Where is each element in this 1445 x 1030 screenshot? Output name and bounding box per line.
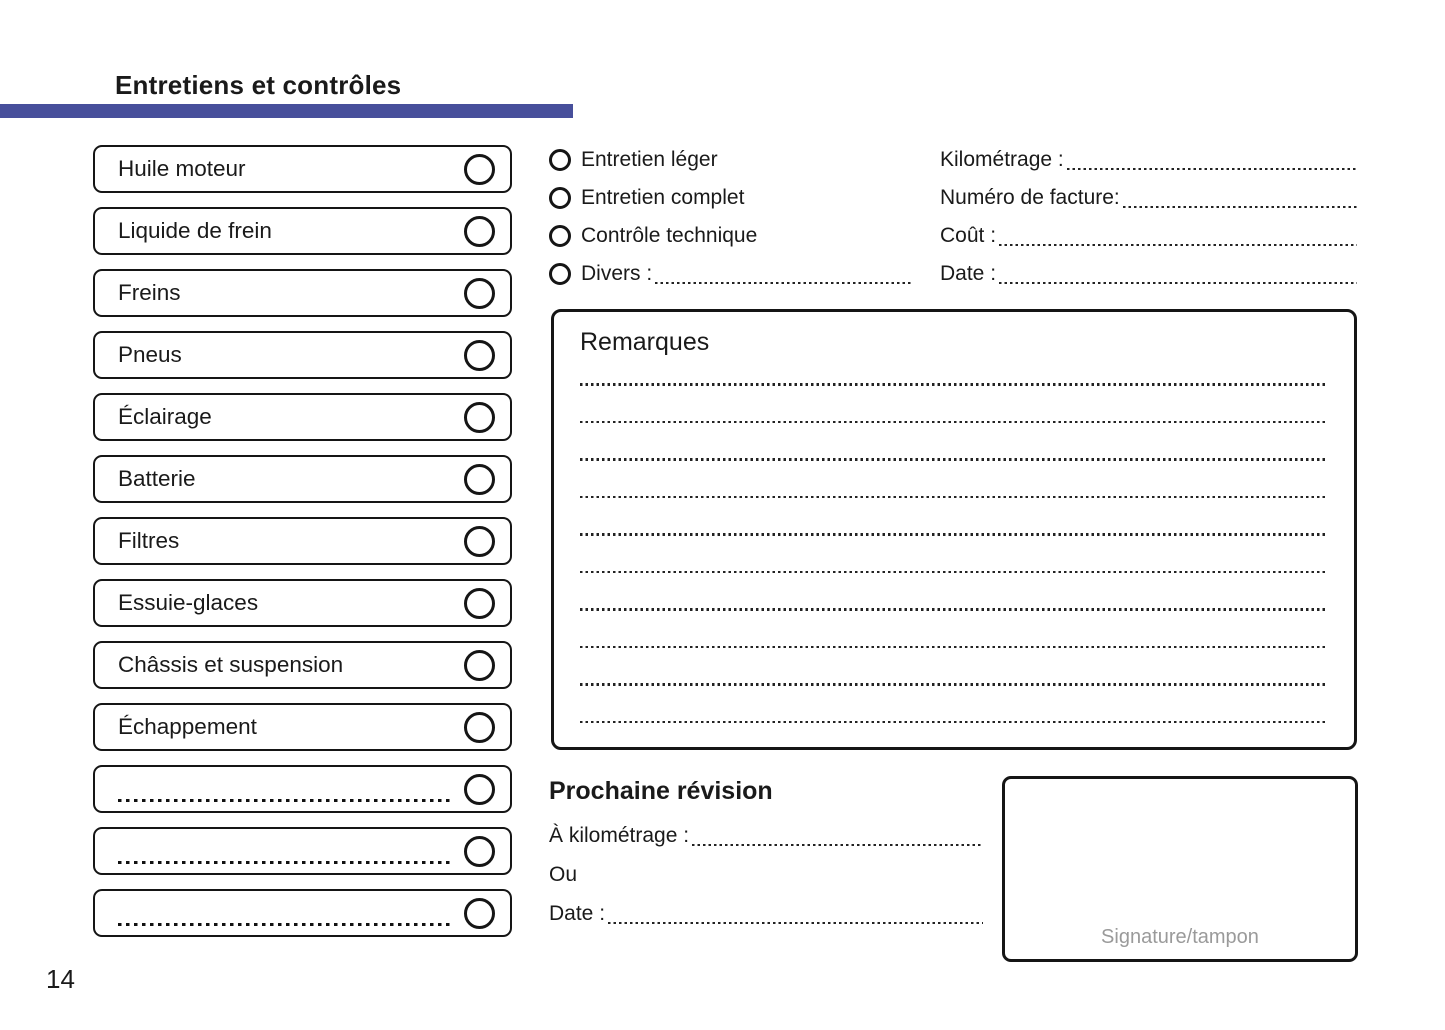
writein-line [580, 496, 1328, 499]
next-service-or [549, 855, 983, 894]
radio-circle[interactable] [549, 263, 571, 285]
service-type-label: Entretien léger [581, 148, 718, 171]
checklist-item-label: Liquide de frein [118, 218, 272, 243]
check-circle[interactable] [464, 402, 495, 433]
writein-line [692, 844, 983, 847]
checklist-item-huile-moteur [93, 145, 512, 193]
field-label: Coût : [940, 224, 997, 247]
writein-line [580, 571, 1328, 574]
checklist [93, 145, 512, 951]
check-circle[interactable] [464, 154, 495, 185]
checklist-item-label: Essuie-glaces [118, 590, 259, 615]
field-label: Kilométrage : [940, 148, 1064, 171]
writein-line [580, 683, 1328, 686]
signature-label: Signature/tampon [1101, 926, 1259, 948]
field-numero-de-facture [940, 179, 1357, 217]
accent-bar [0, 104, 573, 118]
blank-writein-line [118, 923, 450, 927]
field-label: Date : [549, 901, 606, 925]
service-type-options [549, 141, 911, 293]
radio-circle[interactable] [549, 225, 571, 247]
check-circle[interactable] [464, 774, 495, 805]
check-circle[interactable] [464, 650, 495, 681]
next-service-title: Prochaine révision [549, 777, 773, 805]
page-title: Entretiens et contrôles [115, 70, 402, 100]
check-circle[interactable] [464, 526, 495, 557]
checklist-item-label: Freins [118, 280, 181, 305]
next-service-section [549, 777, 983, 933]
checklist-item-label: Éclairage [118, 404, 212, 429]
radio-circle[interactable] [549, 187, 571, 209]
field-date [940, 255, 1357, 293]
field-label: Numéro de facture: [940, 186, 1120, 209]
service-type-entretien-leger [549, 141, 911, 179]
checklist-item-blank-3 [93, 889, 512, 937]
checklist-item-chassis-et-suspension [93, 641, 512, 689]
check-circle[interactable] [464, 216, 495, 247]
field-kilometrage [940, 141, 1357, 179]
service-type-divers [549, 255, 911, 293]
checklist-item-pneus [93, 331, 512, 379]
divers-writein-line [655, 282, 911, 285]
service-type-label: Contrôle technique [581, 224, 758, 247]
writein-line [580, 608, 1328, 611]
checklist-item-echappement [93, 703, 512, 751]
writein-line [580, 533, 1328, 536]
field-label: À kilométrage : [549, 823, 690, 847]
check-circle[interactable] [464, 588, 495, 619]
writein-line [1123, 206, 1357, 209]
signature-box [1002, 776, 1358, 962]
checklist-item-essuie-glaces [93, 579, 512, 627]
page-number: 14 [46, 964, 75, 994]
remarks-box [551, 309, 1357, 750]
writein-line [580, 458, 1328, 461]
checklist-item-freins [93, 269, 512, 317]
invoice-fields [940, 141, 1357, 293]
service-type-controle-technique [549, 217, 911, 255]
next-service-date [549, 894, 983, 933]
checklist-item-label: Batterie [118, 466, 196, 491]
writein-line [580, 721, 1328, 724]
checklist-item-batterie [93, 455, 512, 503]
check-circle[interactable] [464, 340, 495, 371]
check-circle[interactable] [464, 464, 495, 495]
check-circle[interactable] [464, 278, 495, 309]
writein-line [580, 421, 1328, 424]
blank-writein-line [118, 799, 450, 803]
checklist-item-label: Échappement [118, 714, 257, 739]
check-circle[interactable] [464, 898, 495, 929]
field-label: Ou [549, 862, 578, 886]
radio-circle[interactable] [549, 149, 571, 171]
writein-line [1067, 168, 1357, 171]
writein-line [999, 244, 1357, 247]
next-service-kilometrage [549, 816, 983, 855]
checklist-item-liquide-de-frein [93, 207, 512, 255]
writein-line [999, 282, 1357, 285]
check-circle[interactable] [464, 712, 495, 743]
remarks-title: Remarques [580, 328, 710, 356]
checklist-item-eclairage [93, 393, 512, 441]
checklist-item-label: Pneus [118, 342, 182, 367]
service-type-label: Entretien complet [581, 186, 745, 209]
checklist-item-filtres [93, 517, 512, 565]
checklist-item-label: Huile moteur [118, 156, 246, 181]
blank-writein-line [118, 861, 450, 865]
writein-line [608, 922, 983, 925]
checklist-item-blank-2 [93, 827, 512, 875]
remarks-writein-area [580, 383, 1328, 758]
writein-line [580, 646, 1328, 649]
service-type-label: Divers : [581, 262, 653, 285]
check-circle[interactable] [464, 836, 495, 867]
checklist-item-blank-1 [93, 765, 512, 813]
checklist-item-label: Filtres [118, 528, 180, 553]
writein-line [580, 383, 1328, 386]
field-cout [940, 217, 1357, 255]
checklist-item-label: Châssis et suspension [118, 652, 344, 677]
service-type-entretien-complet [549, 179, 911, 217]
field-label: Date : [940, 262, 997, 285]
